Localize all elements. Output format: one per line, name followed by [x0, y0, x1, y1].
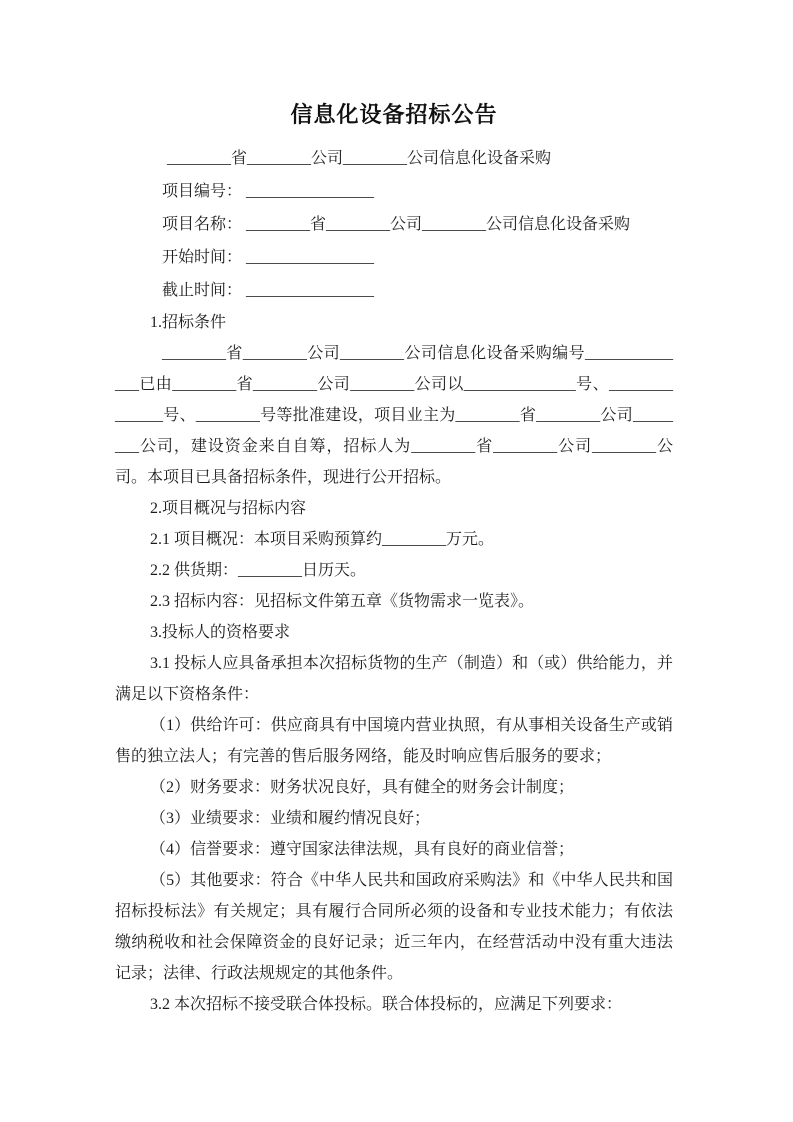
field-project-name [115, 208, 673, 241]
clause-3-1-item-4: （4）信誉要求：遵守国家法律法规，具有良好的商业信誉； [150, 841, 575, 858]
clause-2-3: 2.3 招标内容：见招标文件第五章《货物需求一览表》。 [150, 593, 535, 610]
field-project-name-label: 项目名称： [162, 216, 243, 233]
field-deadline-time [115, 274, 673, 307]
section-1-paragraph: ________省________公司________公司信息化设备采购编号______________已由________省________公司________公司以______________号、______________号、________号等批准建设，项目业主为________省________公司________公司，建设资金来自自筹，招标人为________省________公司________公司。本项目已具备招标条件，现进行公开招标。 [115, 345, 673, 486]
project-subtitle-line: ________省________公司________公司信息化设备采购 [167, 150, 552, 167]
field-start-time-blank: ________________ [246, 249, 375, 266]
clause-2-2: 2.2 供货期：________日历天。 [150, 562, 367, 579]
field-start-time-label: 开始时间： [162, 249, 243, 266]
field-project-number-label: 项目编号： [162, 183, 243, 200]
clause-3-1-item-5: （5）其他要求：符合《中华人民共和国政府采购法》和《中华人民共和国招标投标法》有关规定；具有履行合同所必须的设备和专业技术能力；有依法缴纳税收和社会保障资金的良好记录；近三年内，在经营活动中没有重大违法记录；法律、行政法规规定的其他条件。 [115, 872, 673, 982]
field-project-number-blank: ________________ [246, 183, 375, 200]
clause-3-1-item-3: （3）业绩要求：业绩和履约情况良好； [150, 810, 431, 827]
section-3-heading: 3.投标人的资格要求 [150, 624, 291, 641]
section-1-heading: 1.招标条件 [150, 314, 227, 331]
document-title: 信息化设备招标公告 [290, 102, 498, 127]
clause-3-1-item-2: （2）财务要求：财务状况良好，具有健全的财务会计制度； [150, 779, 575, 796]
clause-3-1: 3.1 投标人应具备承担本次招标货物的生产（制造）和（或）供给能力，并满足以下资格条件： [115, 655, 673, 703]
field-deadline-time-label: 截止时间： [162, 282, 243, 299]
field-deadline-time-blank: ________________ [246, 282, 375, 299]
clause-3-2: 3.2 本次招标不接受联合体投标。联合体投标的，应满足下列要求： [150, 996, 623, 1013]
clause-3-1-item-1: （1）供给许可：供应商具有中国境内营业执照，有从事相关设备生产或销售的独立法人；有完善的售后服务网络，能及时响应售后服务的要求； [115, 717, 673, 765]
field-project-number [115, 175, 673, 208]
clause-2-1: 2.1 项目概况：本项目采购预算约________万元。 [150, 531, 495, 548]
field-project-name-blank: ________省________公司________公司信息化设备采购 [246, 216, 631, 233]
section-2-heading: 2.项目概况与招标内容 [150, 500, 307, 517]
field-start-time [115, 241, 673, 274]
